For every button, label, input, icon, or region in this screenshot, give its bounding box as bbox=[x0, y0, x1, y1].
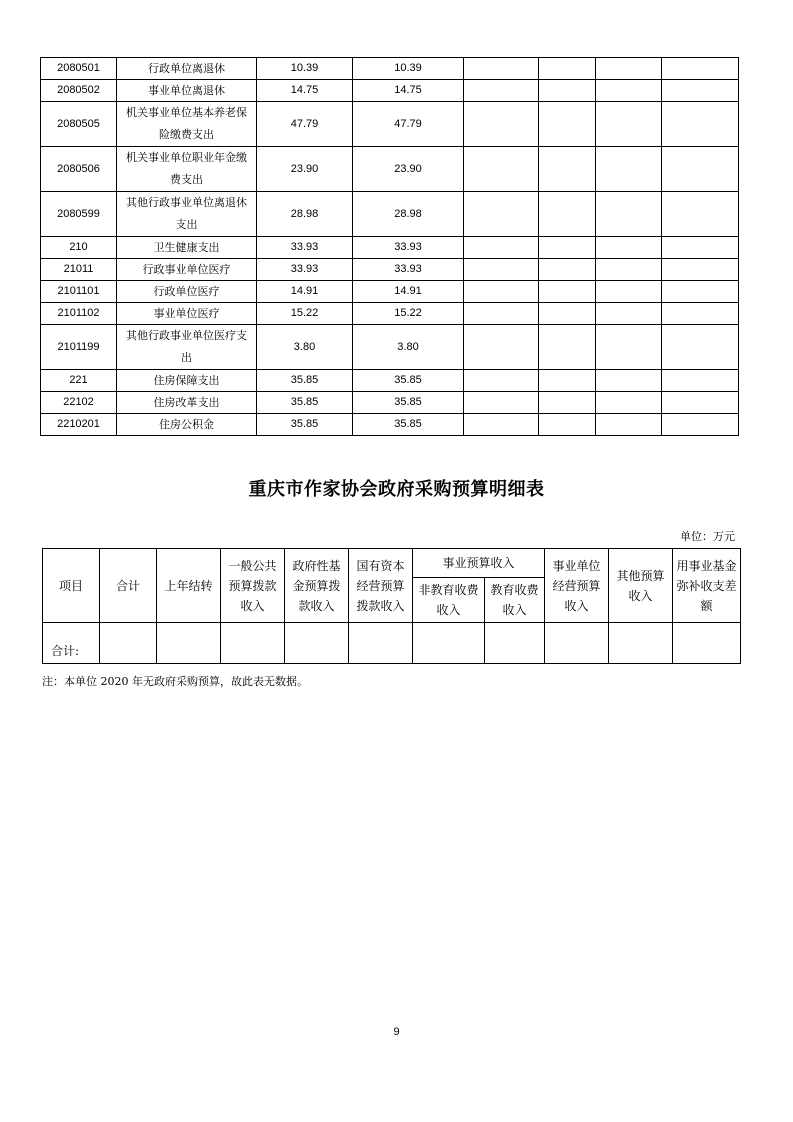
total-cell bbox=[673, 623, 741, 664]
empty-cell bbox=[662, 325, 739, 370]
empty-cell bbox=[539, 237, 596, 259]
row-code: 2101199 bbox=[41, 325, 117, 370]
page-title: 重庆市作家协会政府采购预算明细表 bbox=[248, 479, 545, 500]
row-code: 2080501 bbox=[41, 58, 117, 80]
empty-cell bbox=[596, 414, 662, 436]
total-cell bbox=[157, 623, 221, 664]
row-code: 2080505 bbox=[41, 102, 117, 147]
table-row bbox=[41, 192, 739, 237]
total-cell bbox=[221, 623, 285, 664]
row-code: 221 bbox=[41, 370, 117, 392]
empty-cell bbox=[596, 259, 662, 281]
empty-cell bbox=[596, 281, 662, 303]
table-row bbox=[41, 392, 739, 414]
header-gov-fund: 政府性基金预算拨款收入 bbox=[285, 549, 349, 623]
empty-cell bbox=[464, 58, 539, 80]
empty-cell bbox=[596, 392, 662, 414]
row-value: 10.39 bbox=[257, 58, 353, 80]
empty-cell bbox=[539, 147, 596, 192]
empty-cell bbox=[662, 370, 739, 392]
row-name: 行政单位医疗 bbox=[117, 281, 257, 303]
row-value: 14.75 bbox=[257, 80, 353, 102]
header-fund-offset: 用事业基金弥补收支差额 bbox=[673, 549, 741, 623]
row-name: 机关事业单位职业年金缴费支出 bbox=[117, 147, 257, 192]
page-number: 9 bbox=[393, 1026, 400, 1038]
row-name: 机关事业单位基本养老保险缴费支出 bbox=[117, 102, 257, 147]
row-name: 住房公积金 bbox=[117, 414, 257, 436]
expenditure-table-body bbox=[41, 58, 739, 436]
table-row bbox=[41, 237, 739, 259]
row-value: 10.39 bbox=[353, 58, 464, 80]
empty-cell bbox=[539, 303, 596, 325]
empty-cell bbox=[596, 58, 662, 80]
row-name: 事业单位离退休 bbox=[117, 80, 257, 102]
empty-cell bbox=[596, 237, 662, 259]
empty-cell bbox=[539, 58, 596, 80]
row-value: 35.85 bbox=[257, 414, 353, 436]
total-cell bbox=[100, 623, 157, 664]
table-row bbox=[41, 102, 739, 147]
row-value: 3.80 bbox=[353, 325, 464, 370]
total-cell bbox=[485, 623, 545, 664]
header-general-budget: 一般公共预算拨款收入 bbox=[221, 549, 285, 623]
row-value: 47.79 bbox=[353, 102, 464, 147]
header-carryover: 上年结转 bbox=[157, 549, 221, 623]
empty-cell bbox=[662, 80, 739, 102]
row-name: 行政事业单位医疗 bbox=[117, 259, 257, 281]
header-other: 其他预算收入 bbox=[609, 549, 673, 623]
unit-label: 单位：万元 bbox=[680, 530, 735, 543]
row-value: 14.91 bbox=[257, 281, 353, 303]
header-edu: 教育收费收入 bbox=[485, 578, 545, 623]
expenditure-table bbox=[40, 57, 739, 436]
table-row bbox=[41, 325, 739, 370]
table-row bbox=[41, 281, 739, 303]
header-non-edu: 非教育收费收入 bbox=[413, 578, 485, 623]
empty-cell bbox=[662, 102, 739, 147]
row-code: 2080599 bbox=[41, 192, 117, 237]
header-total: 合计 bbox=[100, 549, 157, 623]
empty-cell bbox=[539, 414, 596, 436]
row-value: 35.85 bbox=[353, 392, 464, 414]
row-value: 33.93 bbox=[353, 259, 464, 281]
empty-cell bbox=[596, 102, 662, 147]
empty-cell bbox=[539, 80, 596, 102]
footnote: 注：本单位 2020 年无政府采购预算，故此表无数据。 bbox=[42, 675, 308, 688]
row-name: 其他行政事业单位离退休支出 bbox=[117, 192, 257, 237]
row-name: 事业单位医疗 bbox=[117, 303, 257, 325]
row-code: 2101101 bbox=[41, 281, 117, 303]
empty-cell bbox=[539, 392, 596, 414]
procurement-total-row bbox=[43, 623, 741, 664]
header-operating: 事业单位经营预算收入 bbox=[545, 549, 609, 623]
row-value: 35.85 bbox=[353, 414, 464, 436]
empty-cell bbox=[662, 392, 739, 414]
total-cell bbox=[545, 623, 609, 664]
total-cell bbox=[349, 623, 413, 664]
row-value: 35.85 bbox=[257, 392, 353, 414]
procurement-table bbox=[42, 548, 741, 664]
empty-cell bbox=[662, 58, 739, 80]
header-item: 项目 bbox=[43, 549, 100, 623]
table-row bbox=[41, 303, 739, 325]
empty-cell bbox=[539, 259, 596, 281]
empty-cell bbox=[464, 325, 539, 370]
empty-cell bbox=[662, 281, 739, 303]
empty-cell bbox=[464, 392, 539, 414]
procurement-header-row bbox=[43, 549, 741, 578]
row-name: 卫生健康支出 bbox=[117, 237, 257, 259]
empty-cell bbox=[464, 259, 539, 281]
row-value: 47.79 bbox=[257, 102, 353, 147]
empty-cell bbox=[596, 325, 662, 370]
empty-cell bbox=[464, 281, 539, 303]
empty-cell bbox=[539, 325, 596, 370]
table-row bbox=[41, 370, 739, 392]
row-value: 35.85 bbox=[257, 370, 353, 392]
row-value: 28.98 bbox=[257, 192, 353, 237]
row-name: 住房保障支出 bbox=[117, 370, 257, 392]
empty-cell bbox=[539, 192, 596, 237]
row-value: 15.22 bbox=[257, 303, 353, 325]
row-code: 21011 bbox=[41, 259, 117, 281]
header-institution-income: 事业预算收入 bbox=[413, 549, 545, 578]
empty-cell bbox=[662, 147, 739, 192]
empty-cell bbox=[464, 414, 539, 436]
total-cell bbox=[413, 623, 485, 664]
row-code: 210 bbox=[41, 237, 117, 259]
row-name: 其他行政事业单位医疗支出 bbox=[117, 325, 257, 370]
empty-cell bbox=[464, 80, 539, 102]
row-code: 22102 bbox=[41, 392, 117, 414]
row-value: 23.90 bbox=[257, 147, 353, 192]
empty-cell bbox=[464, 147, 539, 192]
row-name: 行政单位离退休 bbox=[117, 58, 257, 80]
row-value: 15.22 bbox=[353, 303, 464, 325]
row-value: 28.98 bbox=[353, 192, 464, 237]
row-value: 33.93 bbox=[353, 237, 464, 259]
empty-cell bbox=[662, 259, 739, 281]
empty-cell bbox=[662, 303, 739, 325]
table-row bbox=[41, 80, 739, 102]
row-value: 23.90 bbox=[353, 147, 464, 192]
row-value: 14.91 bbox=[353, 281, 464, 303]
row-value: 33.93 bbox=[257, 237, 353, 259]
empty-cell bbox=[539, 281, 596, 303]
row-code: 2080506 bbox=[41, 147, 117, 192]
empty-cell bbox=[596, 192, 662, 237]
total-row-label: 合计: bbox=[43, 623, 100, 664]
empty-cell bbox=[464, 237, 539, 259]
table-row bbox=[41, 58, 739, 80]
empty-cell bbox=[596, 303, 662, 325]
total-cell bbox=[285, 623, 349, 664]
empty-cell bbox=[662, 414, 739, 436]
header-state-capital: 国有资本经营预算拨款收入 bbox=[349, 549, 413, 623]
row-name: 住房改革支出 bbox=[117, 392, 257, 414]
empty-cell bbox=[596, 147, 662, 192]
total-cell bbox=[609, 623, 673, 664]
row-value: 14.75 bbox=[353, 80, 464, 102]
row-code: 2210201 bbox=[41, 414, 117, 436]
row-code: 2080502 bbox=[41, 80, 117, 102]
table-row bbox=[41, 147, 739, 192]
empty-cell bbox=[464, 303, 539, 325]
empty-cell bbox=[596, 80, 662, 102]
empty-cell bbox=[662, 237, 739, 259]
row-value: 33.93 bbox=[257, 259, 353, 281]
empty-cell bbox=[596, 370, 662, 392]
empty-cell bbox=[662, 192, 739, 237]
empty-cell bbox=[464, 102, 539, 147]
empty-cell bbox=[539, 102, 596, 147]
row-value: 35.85 bbox=[353, 370, 464, 392]
table-row bbox=[41, 414, 739, 436]
row-code: 2101102 bbox=[41, 303, 117, 325]
row-value: 3.80 bbox=[257, 325, 353, 370]
table-row bbox=[41, 259, 739, 281]
empty-cell bbox=[464, 370, 539, 392]
empty-cell bbox=[464, 192, 539, 237]
empty-cell bbox=[539, 370, 596, 392]
